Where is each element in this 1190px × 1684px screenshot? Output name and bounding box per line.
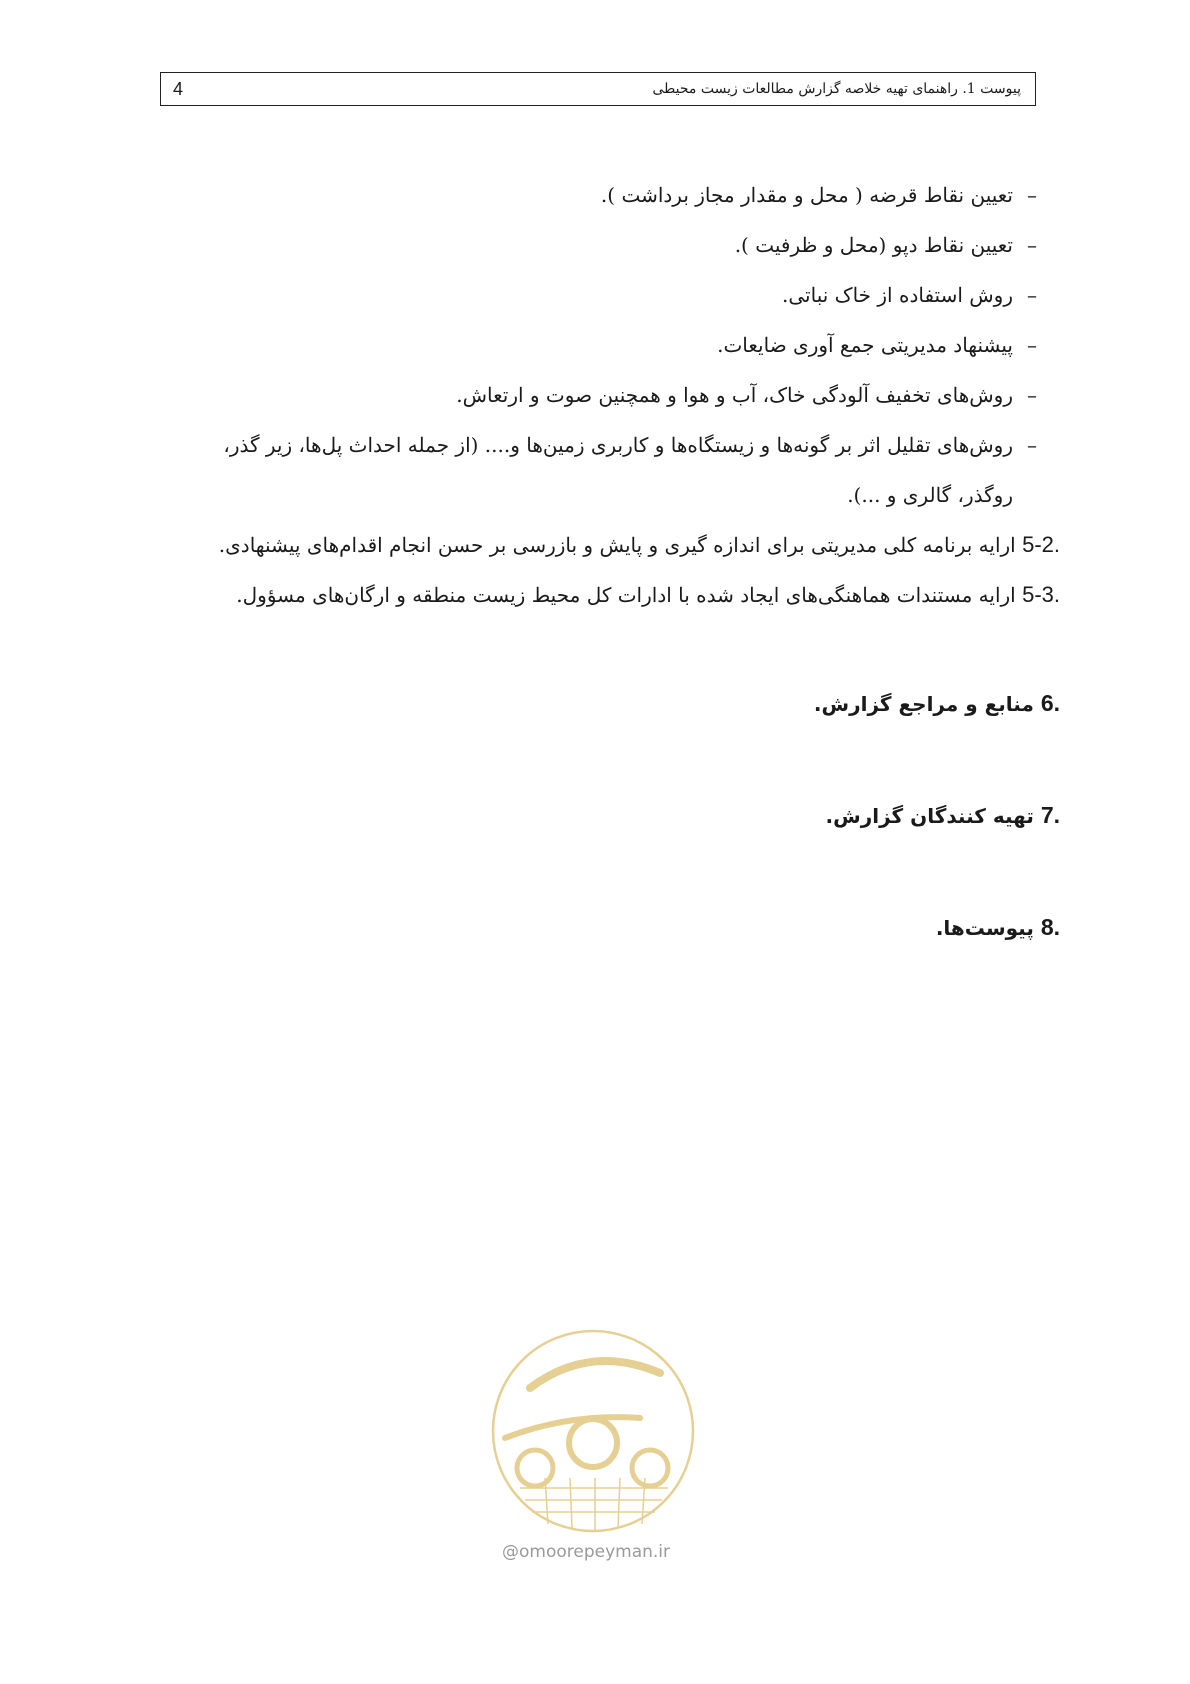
section-number: 8.: [1040, 914, 1060, 940]
item-number: 5-3.: [1022, 582, 1060, 607]
bullet-dash: –: [1027, 383, 1037, 407]
section-heading-authors: [826, 802, 1060, 829]
list-item: [170, 320, 1037, 370]
bullet-dash: –: [1027, 333, 1037, 357]
bullet-dash: –: [1027, 233, 1037, 257]
bullet-dash: –: [1027, 283, 1037, 307]
section-number: 7.: [1040, 802, 1060, 828]
section-title: منابع و مراجع گزارش.: [813, 692, 1034, 716]
bullet-dash: –: [1027, 433, 1037, 457]
list-item-text: پیشنهاد مدیریتی جمع آوری ضایعات.: [717, 333, 1013, 357]
list-item-text: تعیین نقاط دپو (محل و ظرفیت ).: [734, 233, 1013, 257]
bullet-dash: –: [1027, 183, 1037, 207]
watermark-site: @omoorepeyman.ir: [502, 1542, 671, 1562]
bullet-list: [170, 170, 1060, 520]
section-title: پیوست‌ها.: [935, 916, 1034, 940]
item-number: 5-2.: [1022, 532, 1060, 557]
section-heading-references: [814, 690, 1060, 717]
section-heading-appendices: [936, 914, 1060, 941]
list-item: [170, 170, 1037, 220]
list-item-text: روش استفاده از خاک نباتی.: [782, 283, 1013, 307]
watermark-logo-icon: [490, 1328, 696, 1534]
page-content: [170, 170, 1060, 940]
item-text: ارایه مستندات هماهنگی‌های ایجاد شده با ادارات کل محیط زیست منطقه و ارگان‌های مسؤول.: [236, 583, 1016, 607]
list-item-text: روش‌های تقلیل اثر بر گونه‌ها و زیستگاه‌ها و کاربری زمین‌ها و.... (از جمله احداث پل‌ها، زیر گذر، روگذر، گالری و ...).: [223, 433, 1013, 507]
page-header: [160, 72, 1036, 106]
section-title: تهیه کنندگان گزارش.: [825, 804, 1034, 828]
list-item: [170, 220, 1037, 270]
list-item-text: تعیین نقاط قرضه ( محل و مقدار مجاز برداشت ).: [600, 183, 1013, 207]
numbered-item: [170, 570, 1060, 620]
numbered-item: [170, 520, 1060, 570]
list-item: [170, 370, 1037, 420]
list-item: [170, 420, 1037, 520]
page-number: 4: [173, 78, 184, 99]
running-title: پیوست 1. راهنمای تهیه خلاصه گزارش مطالعات زیست محیطی: [652, 81, 1021, 97]
list-item: [170, 270, 1037, 320]
section-number: 6.: [1040, 690, 1060, 716]
item-text: ارایه برنامه کلی مدیریتی برای اندازه گیری و پایش و بازرسی بر حسن انجام اقدام‌های پیشنهادی.: [218, 533, 1016, 557]
list-item-text: روش‌های تخفیف آلودگی خاک، آب و هوا و همچنین صوت و ارتعاش.: [456, 383, 1013, 407]
